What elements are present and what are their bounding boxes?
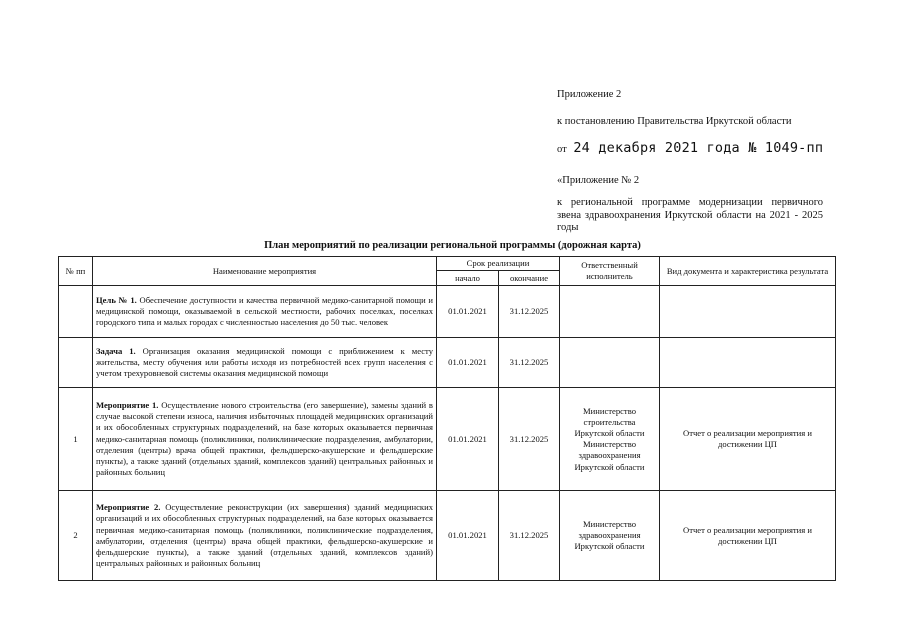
row-result (660, 286, 836, 338)
header-executor: Ответственный исполнитель (560, 257, 660, 286)
row-end: 31.12.2025 (499, 388, 560, 491)
row-label: Задача 1. (96, 345, 136, 356)
row-end: 31.12.2025 (499, 491, 560, 581)
header-result: Вид документа и характеристика результата (660, 257, 836, 286)
header-period: Срок реализации (437, 257, 560, 271)
row-result: Отчет о реализации мероприятия и достижении ЦП (660, 491, 836, 581)
annex-title: «Приложение № 2 (557, 175, 640, 186)
plan-title: План мероприятий по реализации региональной программы (дорожная карта) (264, 240, 641, 251)
row-name (93, 286, 437, 338)
plan-table (58, 256, 836, 581)
row-text: Осуществление нового строительства (его завершение), замены зданий в случае высокой степени износа, наличия избыточных площадей медицинских организаций и их обособленных структурных подразделений, на базе которых оказывается первичная медико-санитарная помощь (поликлиники, поликлинические подразделения, амбулатории, отделения (центры) врача общей практики, фельдшерско-акушерские и фельдшерские пункты), а также зданий (отдельных зданий, комплексов зданий) центральных районных и районных больниц (96, 399, 433, 478)
row-executor (560, 338, 660, 388)
header-start: начало (437, 271, 499, 286)
row-executor: Министерство строительства Иркутской области Министерство здравоохранения Иркутской области (560, 388, 660, 491)
header-num: № пп (59, 257, 93, 286)
table-row (59, 286, 836, 338)
row-label: Мероприятие 2. (96, 502, 161, 513)
row-end: 31.12.2025 (499, 338, 560, 388)
row-start: 01.01.2021 (437, 388, 499, 491)
annex-body: к региональной программе модернизации первичного звена здравоохранения Иркутской области на 2021 - 2025 годы (557, 197, 823, 233)
row-result (660, 338, 836, 388)
resolution-date: 24 декабря 2021 года № 1049-пп (573, 140, 824, 156)
resolution-date-line (557, 140, 824, 156)
row-result: Отчет о реализации мероприятия и достижении ЦП (660, 388, 836, 491)
row-name (93, 338, 437, 388)
row-start: 01.01.2021 (437, 338, 499, 388)
row-label: Мероприятие 1. (96, 399, 159, 410)
table-row (59, 491, 836, 581)
row-name (93, 491, 437, 581)
table-row (59, 338, 836, 388)
document-header (557, 88, 824, 156)
row-text: Обеспечение доступности и качества первичной медико-санитарной помощи и медицинской помощи, оказываемой в сельской местности, рабочих поселках, поселках городского типа и малых городах с численностью населения до 50 тыс. человек (96, 294, 433, 328)
header-end: окончание (499, 271, 560, 286)
row-start: 01.01.2021 (437, 286, 499, 338)
row-start: 01.01.2021 (437, 491, 499, 581)
row-num: 2 (59, 491, 93, 581)
date-prefix: от (557, 144, 567, 155)
appendix-label: Приложение 2 (557, 89, 622, 100)
annex-block (557, 174, 823, 235)
row-num (59, 286, 93, 338)
row-executor: Министерство здравоохранения Иркутской области (560, 491, 660, 581)
row-text: Организация оказания медицинской помощи с приближением к месту жительства, месту обучения или работы исходя из потребностей всех групп населения с учетом трехуровневой системы оказания медицинской помощи (96, 345, 434, 379)
row-text: Осуществление реконструкции (их завершения) зданий медицинских организаций и их обособленных структурных подразделений, на базе которых оказывается первичная медико-санитарная помощь (поликлиники, поликлинические подразделения, амбулатории, отделения (центры) врача общей практики, фельдшерско-акушерские и фельдшерские пункты), а также зданий (отдельных зданий, комплексов зданий) центральных районных и районных больниц (96, 502, 433, 569)
row-num (59, 338, 93, 388)
row-label: Цель № 1. (96, 294, 137, 305)
resolution-reference: к постановлению Правительства Иркутской области (557, 116, 792, 127)
row-end: 31.12.2025 (499, 286, 560, 338)
header-name: Наименование мероприятия (93, 257, 437, 286)
row-executor (560, 286, 660, 338)
table-row (59, 388, 836, 491)
row-name (93, 388, 437, 491)
table-header-row (59, 257, 836, 271)
row-num: 1 (59, 388, 93, 491)
